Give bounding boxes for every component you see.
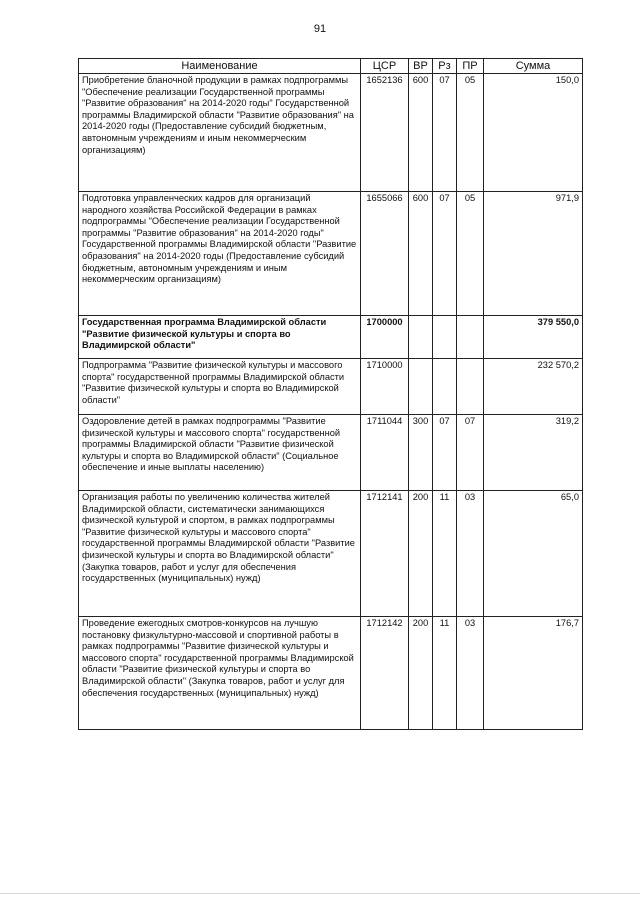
row-csr: 1711044 (361, 415, 409, 491)
row-sum: 379 550,0 (484, 316, 583, 359)
table-row (79, 415, 583, 491)
row-csr: 1712141 (361, 491, 409, 617)
row-name: Подпрограмма "Развитие физической культуры и массового спорта" государственной программы Владимирской области "Развитие физической культуры и спорта во Владимирской области" (79, 359, 361, 415)
row-vr: 300 (409, 415, 433, 491)
row-rz: 11 (433, 617, 457, 730)
row-rz (433, 359, 457, 415)
row-sum: 232 570,2 (484, 359, 583, 415)
row-vr: 600 (409, 192, 433, 316)
row-pr: 05 (457, 74, 484, 192)
row-name: Организация работы по увеличению количества жителей Владимирской области, систематически занимающихся физической культурой и спортом, в рамках подпрограммы "Развитие физической культуры и массового спорта" государственной программы Владимирской области "Развитие физической культуры и спорта во Владимирской области" (Закупка товаров, работ и услуг для обеспечения государственных (муниципальных) нужд) (79, 491, 361, 617)
row-name: Оздоровление детей в рамках подпрограммы "Развитие физической культуры и массового спорта" государственной программы Владимирской области "Развитие физической культуры и спорта во Владимирской области" (Социальное обеспечение и иные выплаты населению) (79, 415, 361, 491)
header-sum: Сумма (484, 59, 583, 74)
row-sum: 150,0 (484, 74, 583, 192)
row-pr: 05 (457, 192, 484, 316)
row-pr: 03 (457, 491, 484, 617)
row-name: Проведение ежегодных смотров-конкурсов на лучшую постановку физкультурно-массовой и спортивной работы в рамках подпрограммы "Развитие физической культуры и массового спорта" государственной программы Владимирской области "Развитие физической культуры и спорта во Владимирской области" (Закупка товаров, работ и услуг для обеспечения государственных (муниципальных) нужд) (79, 617, 361, 730)
row-vr: 600 (409, 74, 433, 192)
row-sum: 176,7 (484, 617, 583, 730)
row-rz: 07 (433, 192, 457, 316)
row-rz: 07 (433, 415, 457, 491)
header-name: Наименование (79, 59, 361, 74)
table-row (79, 74, 583, 192)
row-rz: 11 (433, 491, 457, 617)
row-pr: 07 (457, 415, 484, 491)
row-pr (457, 316, 484, 359)
header-pr: ПР (457, 59, 484, 74)
header-vr: ВР (409, 59, 433, 74)
row-pr: 03 (457, 617, 484, 730)
row-name: Государственная программа Владимирской области "Развитие физической культуры и спорта во Владимирской области" (79, 316, 361, 359)
table-row (79, 192, 583, 316)
header-csr: ЦСР (361, 59, 409, 74)
row-csr: 1652136 (361, 74, 409, 192)
row-rz (433, 316, 457, 359)
table-row (79, 316, 583, 359)
budget-table (78, 58, 583, 730)
page-number: 91 (313, 23, 327, 35)
row-sum: 971,9 (484, 192, 583, 316)
row-csr: 1712142 (361, 617, 409, 730)
table-header-row (79, 59, 583, 74)
row-vr: 200 (409, 491, 433, 617)
header-rz: Рз (433, 59, 457, 74)
table-row (79, 491, 583, 617)
row-csr: 1710000 (361, 359, 409, 415)
row-name: Приобретение бланочной продукции в рамках подпрограммы "Обеспечение реализации Государственной программы "Развитие образования" на 2014-2020 годы" Государственной программы Владимирской области "Развитие образования" на 2014-2020 годы (Предоставление субсидий бюджетным, автономным учреждениям и иным некоммерческим организациям) (79, 74, 361, 192)
row-name: Подготовка управленческих кадров для организаций народного хозяйства Российской Федерации в рамках подпрограммы "Обеспечение реализации Государственной программы "Развитие образования" на 2014-2020 годы" Государственной программы Владимирской области "Развитие образования" на 2014-2020 годы (Предоставление субсидий бюджетным, автономным учреждениям и иным некоммерческим организациям) (79, 192, 361, 316)
row-vr: 200 (409, 617, 433, 730)
row-vr (409, 316, 433, 359)
row-sum: 65,0 (484, 491, 583, 617)
table-row (79, 359, 583, 415)
row-pr (457, 359, 484, 415)
row-sum: 319,2 (484, 415, 583, 491)
row-vr (409, 359, 433, 415)
scan-artifact-line (0, 893, 640, 894)
row-rz: 07 (433, 74, 457, 192)
row-csr: 1655066 (361, 192, 409, 316)
row-csr: 1700000 (361, 316, 409, 359)
table-row (79, 617, 583, 730)
